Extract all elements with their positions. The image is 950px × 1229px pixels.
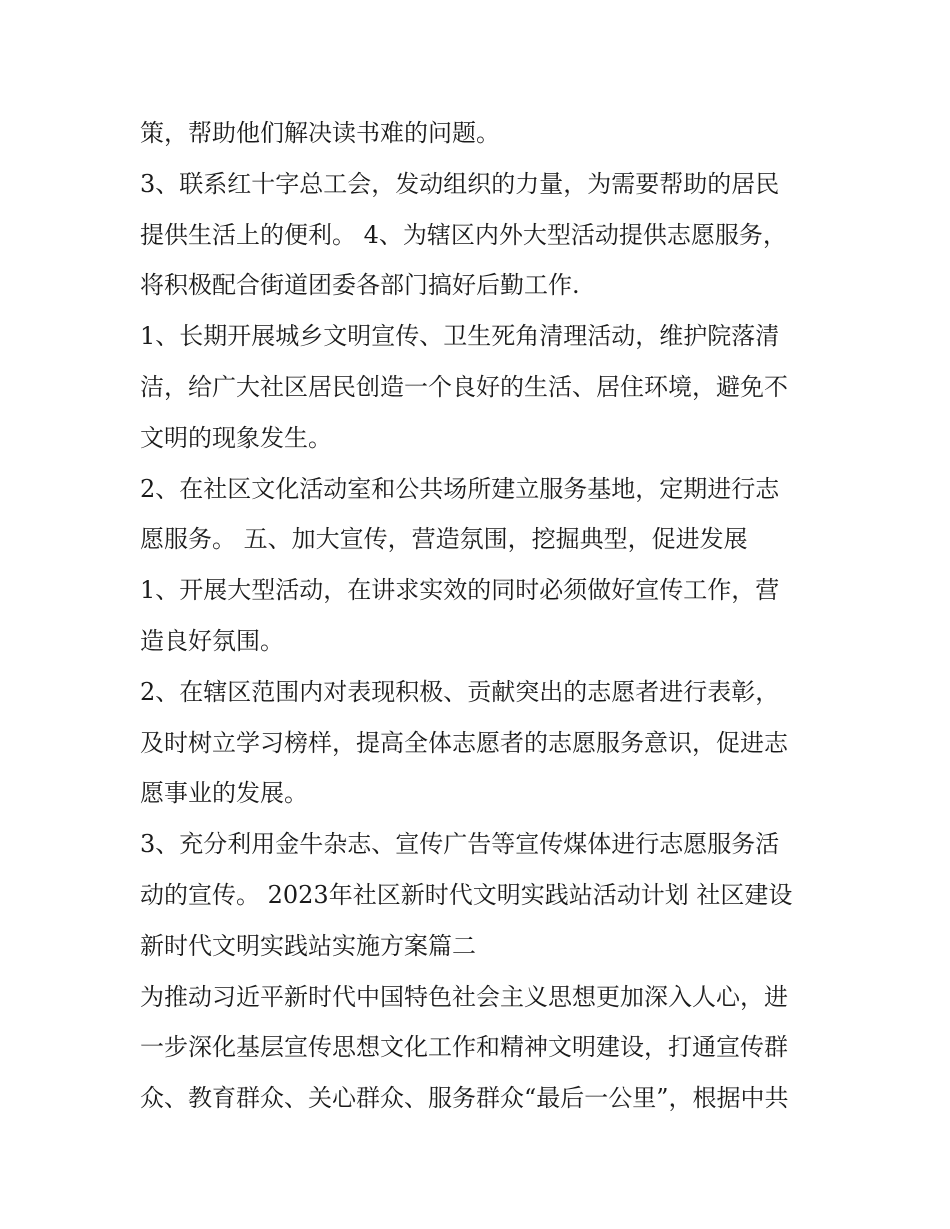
- body-text: [140, 108, 820, 1124]
- text-line: 3、联系红十字总工会，发动组织的力量，为需要帮助的居民: [140, 169, 780, 198]
- text-line: 2、在辖区范围内对表现积极、贡献突出的志愿者进行表彰，: [140, 677, 780, 706]
- text-line: 愿服务。 五、加大宣传，营造氛围，挖掘典型，促进发展: [140, 525, 748, 554]
- text-line: 一步深化基层宣传思想文化工作和精神文明建设，打通宣传群: [140, 1033, 788, 1062]
- text-line: 及时树立学习榜样，提高全体志愿者的志愿服务意识，促进志: [140, 728, 788, 757]
- text-line: 将积极配合街道团委各部门搞好后勤工作.: [140, 271, 580, 300]
- text-line: 1、长期开展城乡文明宣传、卫生死角清理活动，维护院落清: [140, 322, 780, 351]
- text-line: 新时代文明实践站实施方案篇二: [140, 931, 476, 960]
- text-line: 策，帮助他们解决读书难的问题。: [140, 119, 500, 147]
- text-line: 众、教育群众、关心群众、服务群众“最后一公里”，根据中共: [140, 1084, 789, 1113]
- text-line: 为推动习近平新时代中国特色社会主义思想更加深入人心，进: [140, 982, 788, 1011]
- text-line: 愿事业的发展。: [140, 779, 308, 808]
- text-line: 造良好氛围。: [140, 626, 284, 655]
- text-line: 3、充分利用金牛杂志、宣传广告等宣传煤体进行志愿服务活: [140, 830, 780, 859]
- text-line: 提供生活上的便利。 4、为辖区内外大型活动提供志愿服务，: [140, 220, 787, 249]
- text-line: 1、开展大型活动，在讲求实效的同时必须做好宣传工作，营: [140, 576, 780, 605]
- text-line: 2、在社区文化活动室和公共场所建立服务基地，定期进行志: [140, 474, 780, 503]
- text-line: 洁，给广大社区居民创造一个良好的生活、居住环境，避免不: [140, 372, 788, 401]
- text-line: 动的宣传。 2023年社区新时代文明实践站活动计划 社区建设: [140, 880, 793, 909]
- text-line: 文明的现象发生。: [140, 423, 332, 452]
